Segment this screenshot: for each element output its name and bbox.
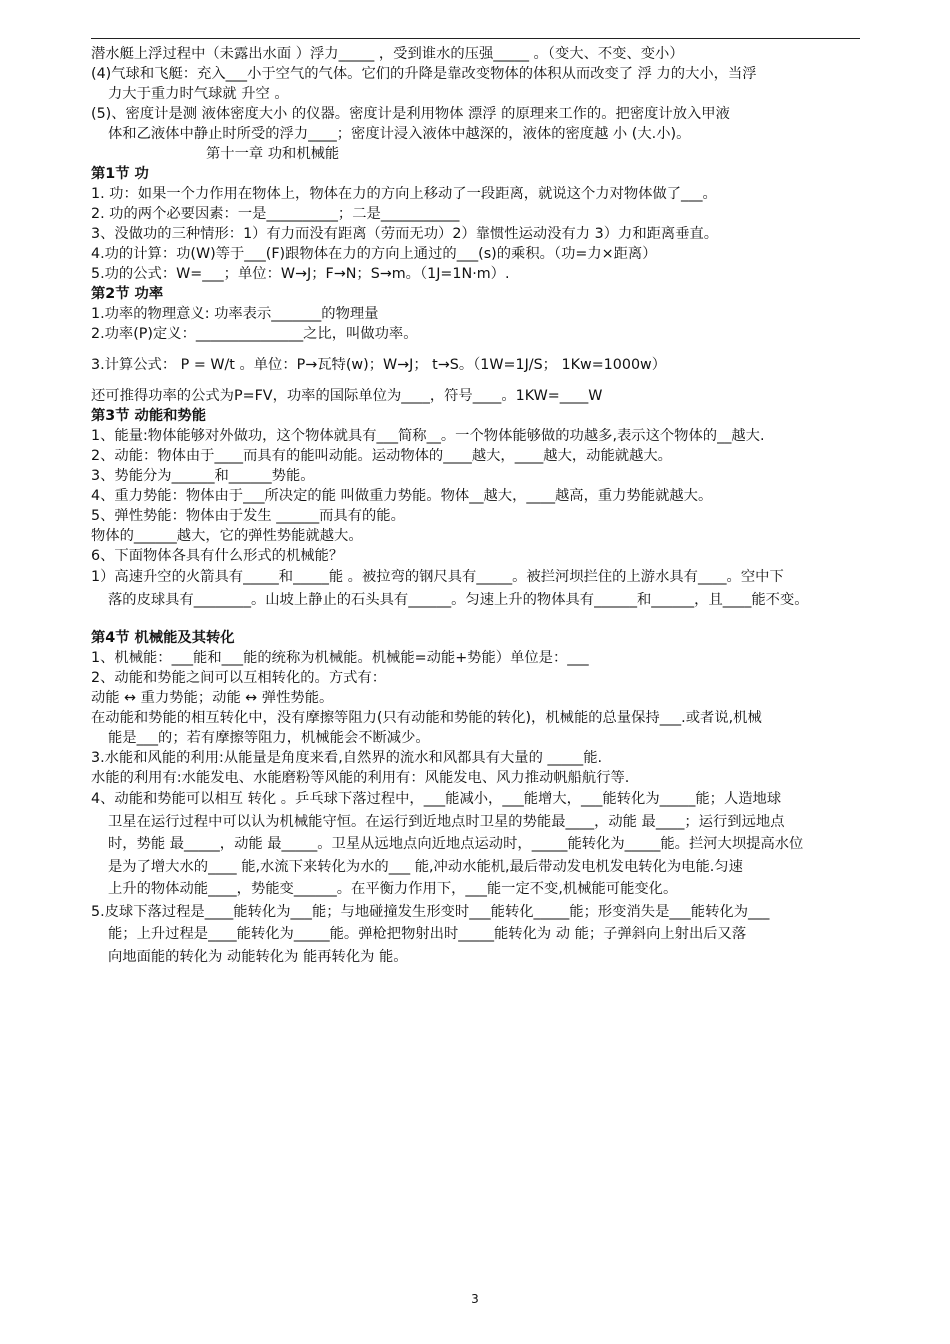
section-heading: 第4节 机械能及其转化 <box>91 630 235 646</box>
text-line: 能；上升过程是____能转化为_____能。弹枪把物射出时_____能转化为 动 能；子弹斜向上射出后又落 <box>108 926 747 942</box>
text-line: 还可推得功率的公式为P=FV，功率的国际单位为____，符号____。1KW=____W <box>91 388 603 404</box>
text-line: (5)、密度计是测 液体密度大小 的仪器。密度计是利用物体 漂浮 的原理来工作的。把密度计放入甲液 <box>91 106 730 122</box>
text-line: 1. 功：如果一个力作用在物体上，物体在力的方向上移动了一段距离，就说这个力对物体做了___。 <box>91 186 717 202</box>
text-line: 1、机械能：___能和___能的统称为机械能。机械能=动能+势能）单位是：___ <box>91 650 589 666</box>
section-heading: 第1节 功 <box>91 166 149 182</box>
text-line: 1.功率的物理意义: 功率表示_______的物理量 <box>91 306 379 322</box>
text-line: 潜水艇上浮过程中（未露出水面 ）浮力_____ ，受到谁水的压强_____ 。（变大、不变、变小） <box>91 46 684 62</box>
text-line: 4、重力势能：物体由于___所决定的能 叫做重力势能。物体__越大，____越高，重力势能就越大。 <box>91 488 713 504</box>
section-heading: 第2节 功率 <box>91 286 164 302</box>
page-number: 3 <box>471 1292 479 1306</box>
text-line: 3、势能分为______和______势能。 <box>91 468 315 484</box>
text-line: 2.功率(P)定义：_______________之比，叫做功率。 <box>91 326 418 342</box>
text-line: 5.功的公式：W=___；单位：W→J；F→N；S→m。（1J=1N·m）. <box>91 266 510 282</box>
text-line: 上升的物体动能____，势能变______。在平衡力作用下，___能一定不变,机械能可能变化。 <box>108 881 678 897</box>
text-line: 2. 功的两个必要因素：一是__________；二是___________ <box>91 206 460 222</box>
power-formula-line: 3.计算公式： P = W/t 。单位：P→瓦特(w)；W→J； t→S。（1W=1J/S； 1Kw=1000w） <box>91 357 667 373</box>
text-line: 4、动能和势能可以相互 转化 。乒乓球下落过程中，___能减小，___能增大，___能转化为_____能；人造地球 <box>91 791 782 807</box>
text-line: 1）高速升空的火箭具有_____和_____能 。被拉弯的钢尺具有_____。被拦河坝拦住的上游水具有____。空中下 <box>91 569 784 585</box>
text-line: 动能 ↔ 重力势能；动能 ↔ 弹性势能。 <box>91 690 334 706</box>
text-line: 6、下面物体各具有什么形式的机械能？ <box>91 548 344 564</box>
text-line: 物体的______越大，它的弹性势能就越大。 <box>91 528 363 544</box>
text-line: 2、动能：物体由于____而具有的能叫动能。运动物体的____越大，____越大，动能就越大。 <box>91 448 672 464</box>
section-heading: 第3节 动能和势能 <box>91 408 207 424</box>
header-rule <box>91 38 860 39</box>
text-line: 5、弹性势能：物体由于发生 ______而具有的能。 <box>91 508 405 524</box>
document-body <box>91 44 876 968</box>
text-line: 卫星在运行过程中可以认为机械能守恒。在运行到近地点时卫星的势能最____，动能 最____；运行到远地点 <box>108 813 785 830</box>
text-line: 水能的利用有:水能发电、水能磨粉等风能的利用有：风能发电、风力推动帆船航行等. <box>91 770 630 786</box>
text-line: 3、没做功的三种情形：1）有力而没有距离（劳而无功）2）靠惯性运动没有力 3）力和距离垂直。 <box>91 226 719 242</box>
text-line: 力大于重力时气球就 升空 。 <box>108 86 289 102</box>
text-line: 1、能量:物体能够对外做功，这个物体就具有___简称__。一个物体能够做的功越多,表示这个物体的__越大. <box>91 428 765 444</box>
text-line: 在动能和势能的相互转化中，没有摩擦等阻力(只有动能和势能的转化)，机械能的总量保持___.或者说,机械 <box>91 710 762 726</box>
text-line: 落的皮球具有________。山坡上静止的石头具有______。匀速上升的物体具有______和______，且____能不变。 <box>108 591 809 608</box>
blank-line <box>91 611 876 628</box>
text-line: 3.水能和风能的利用:从能量是角度来看,自然界的流水和风都具有大量的 _____能. <box>91 750 603 766</box>
text-line: 体和乙液体中静止时所受的浮力____；密度计浸入液体中越深的，液体的密度越 小 (大.小)。 <box>108 126 691 142</box>
text-line: 时，势能 最_____，动能 最_____。卫星从远地点向近地点运动时，_____能转化为_____能。拦河大坝提高水位 <box>108 836 804 852</box>
text-line: 能是___的；若有摩擦等阻力，机械能会不断减少。 <box>108 730 430 746</box>
chapter-title: 第十一章 功和机械能 <box>206 146 340 162</box>
text-line: 向地面能的转化为 动能转化为 能再转化为 能。 <box>108 948 408 965</box>
text-line: 2、动能和势能之间可以互相转化的。方式有： <box>91 670 387 686</box>
text-line: 4.功的计算：功(W)等于___(F)跟物体在力的方向上通过的___(s)的乘积。（功=力×距离） <box>91 246 657 262</box>
text-line: (4)气球和飞艇：充入___小于空气的气体。它们的升降是靠改变物体的体积从而改变了 浮 力的大小，当浮 <box>91 66 757 82</box>
text-line: 5.皮球下落过程是____能转化为___能；与地碰撞发生形变时___能转化_____能；形变消失是___能转化为___ <box>91 903 770 920</box>
text-line: 是为了增大水的____ 能,水流下来转化为水的___ 能,冲动水能机,最后带动发电机发电转化为电能.匀速 <box>108 858 743 875</box>
